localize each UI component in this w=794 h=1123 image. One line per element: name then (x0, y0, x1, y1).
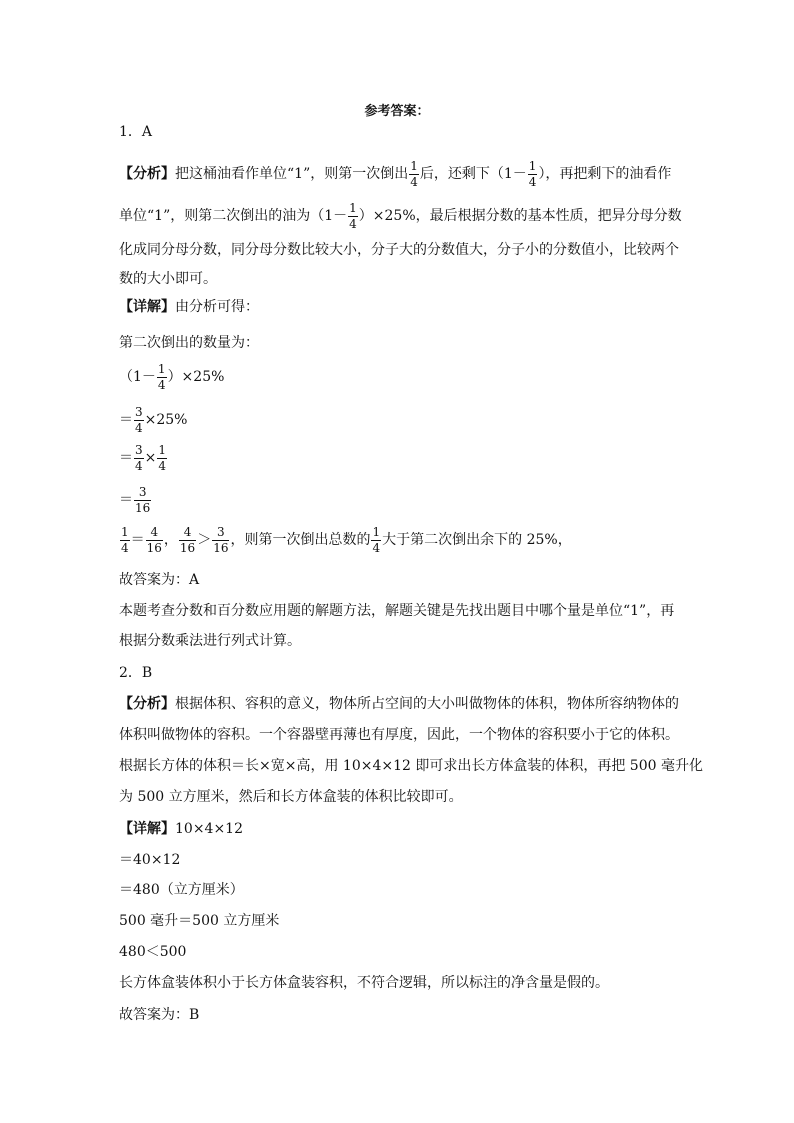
fraction (348, 202, 358, 230)
text: ＝ (119, 492, 133, 509)
q2-detail-line-4: 500 毫升＝500 立方厘米 (119, 913, 280, 929)
text: ， (163, 532, 178, 549)
numerator: 1 (410, 159, 418, 173)
text: ＝ (119, 450, 133, 467)
q1-number: 1．A (119, 124, 153, 140)
fraction (409, 160, 419, 188)
q1-step-4 (119, 486, 152, 514)
fraction (179, 526, 196, 554)
q1-summary-line-1: 本题考查分数和百分数应用题的解题方法，解题关键是先找出题目中哪个量是单位“1”，再 (119, 603, 675, 619)
q1-comparison (119, 526, 572, 554)
q1-answer: 故答案为：A (119, 572, 200, 588)
denominator: 4 (528, 174, 537, 189)
q2-detail-line-2: ＝40×12 (119, 852, 181, 868)
q1-step-2 (119, 406, 188, 434)
denominator: 4 (135, 458, 143, 473)
text: ），再把剩下的油看作 (538, 166, 672, 183)
text: ）×25% (167, 369, 225, 386)
numerator: 3 (212, 526, 229, 541)
fraction (146, 526, 163, 554)
detail-tag: 【详解】 (119, 821, 175, 837)
text: 大于第二次倒出余下的 25%， (382, 532, 572, 549)
q2-analysis-line-2: 体积叫做物体的容积。一个容器壁再薄也有厚度，因此，一个物体的容积要小于它的体积。 (119, 727, 679, 743)
denominator: 4 (372, 540, 381, 555)
text: ＝ (130, 532, 145, 549)
q2-analysis-line-4: 为 500 立方厘米，然后和长方体盒装的体积比较即可。 (119, 789, 463, 805)
numerator: 3 (134, 486, 151, 501)
q2-answer: 故答案为：B (119, 1007, 200, 1023)
text: 10×4×12 (175, 821, 243, 837)
fraction (120, 526, 130, 554)
fraction (134, 406, 144, 434)
denominator: 4 (158, 458, 167, 473)
numerator: 3 (135, 405, 143, 419)
fraction (371, 526, 381, 554)
text: 由分析可得： (175, 299, 259, 315)
denominator: 4 (135, 420, 143, 435)
analysis-tag: 【分析】 (119, 166, 175, 183)
q2-detail-line-5: 480＜500 (119, 944, 187, 960)
denominator: 4 (410, 174, 418, 189)
fraction (528, 160, 538, 188)
numerator: 3 (135, 443, 143, 457)
q1-analysis-line-3: 化成同分母分数，同分母分数比较大小，分子大的分数值大，分子小的分数值小，比较两个 (119, 242, 679, 258)
text: ）×25%，最后根据分数的基本性质，把异分母分数 (358, 208, 682, 225)
analysis-tag: 【分析】 (119, 696, 175, 712)
fraction (212, 526, 229, 554)
q1-analysis-line-2 (119, 202, 682, 230)
q2-detail-line-1 (119, 822, 243, 836)
text: ＝ (119, 412, 133, 429)
text: × (144, 450, 157, 467)
text: 单位“1”，则第二次倒出的油为（1－ (119, 208, 348, 225)
q2-detail-line-6: 长方体盒装体积小于长方体盒装容积，不符合逻辑，所以标注的净含量是假的。 (119, 975, 609, 991)
q1-step-3 (119, 444, 168, 472)
numerator: 4 (179, 526, 196, 541)
fraction (157, 444, 167, 472)
q2-analysis-line-1 (119, 697, 679, 711)
denominator: 16 (213, 540, 229, 555)
denominator: 4 (349, 216, 357, 231)
text: 根据体积、容积的意义，物体所占空间的大小叫做物体的体积，物体所容纳物体的 (175, 696, 679, 712)
fraction (134, 486, 151, 514)
q1-analysis-line-1 (119, 160, 671, 188)
numerator: 1 (157, 362, 166, 376)
q2-analysis-line-3: 根据长方体的体积＝长×宽×高，用 10×4×12 即可求出长方体盒装的体积，再把 500 毫升化 (119, 758, 703, 774)
numerator: 1 (349, 201, 357, 215)
q1-analysis-line-4: 数的大小即可。 (119, 271, 217, 287)
denominator: 4 (121, 540, 129, 555)
fraction (134, 444, 144, 472)
fraction (157, 363, 167, 391)
q1-detail-line-2: 第二次倒出的数量为： (119, 335, 259, 351)
text: 把这桶油看作单位“1”，则第一次倒出 (175, 166, 409, 183)
q2-number: 2．B (119, 665, 153, 681)
numerator: 1 (121, 525, 129, 539)
denominator: 4 (157, 377, 166, 392)
q1-summary-line-2: 根据分数乘法进行列式计算。 (119, 633, 301, 649)
q2-detail-line-3: ＝480（立方厘米） (119, 882, 244, 898)
text: ＞ (197, 532, 212, 549)
numerator: 1 (528, 159, 537, 173)
text: 后，还剩下（1－ (419, 166, 527, 183)
detail-tag: 【详解】 (119, 299, 175, 315)
page-title: 参考答案： (364, 104, 430, 119)
text: ，则第一次倒出总数的 (230, 532, 371, 549)
q1-detail-intro (119, 300, 259, 314)
denominator: 16 (135, 500, 151, 515)
denominator: 16 (179, 540, 196, 555)
text: ×25% (144, 412, 188, 429)
numerator: 4 (146, 526, 163, 541)
denominator: 16 (146, 540, 162, 555)
numerator: 1 (372, 525, 381, 539)
numerator: 1 (158, 443, 167, 457)
text: （1－ (119, 369, 156, 386)
q1-step-1 (119, 363, 224, 391)
